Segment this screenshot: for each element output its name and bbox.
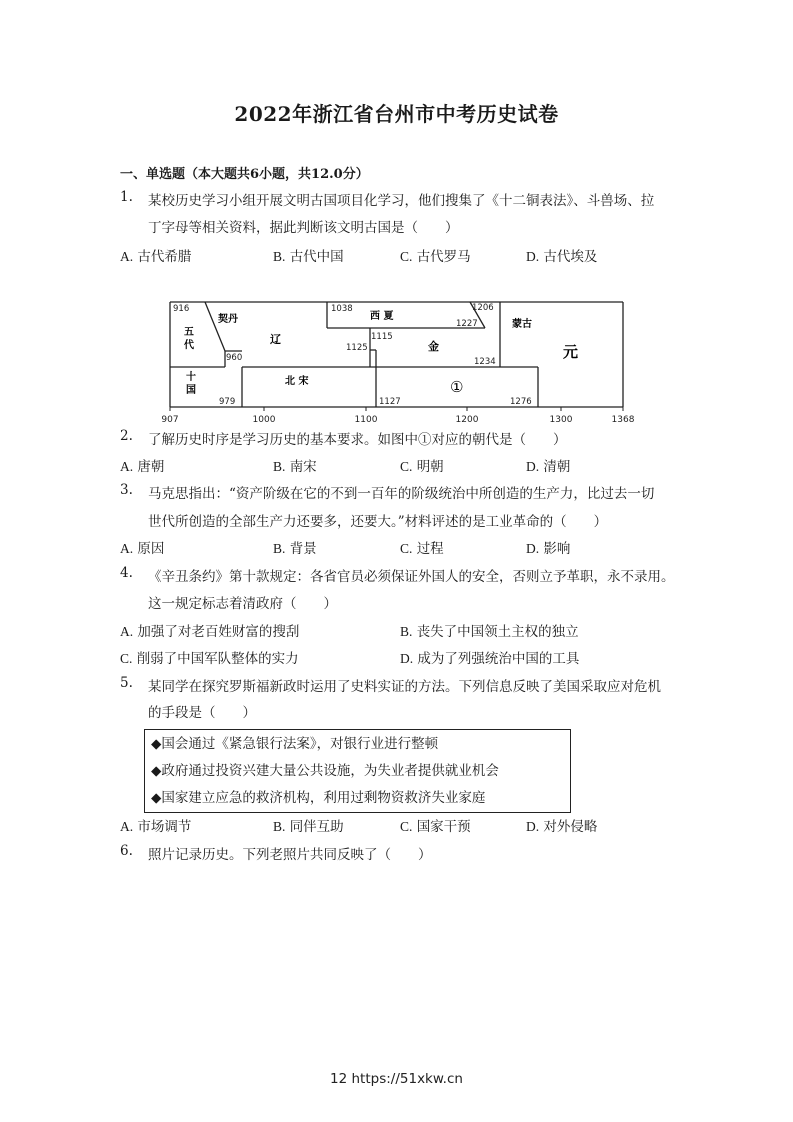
axis-tick-1300: 1300 (549, 415, 573, 425)
question-5-option-b: B. 同伴互助 (273, 819, 344, 835)
axis-tick-1200: 1200 (455, 415, 479, 425)
question-1-text-line-2: 丁字母等相关资料，据此判断该文明古国是（ ） (148, 220, 459, 236)
label-wudai: 五代 (184, 327, 194, 351)
year-979: 979 (219, 397, 236, 407)
question-2-option-a: A. 唐朝 (120, 459, 165, 475)
question-3-option-c: C. 过程 (400, 541, 444, 557)
question-4-number: 4. (120, 565, 133, 581)
year-1038: 1038 (331, 304, 353, 314)
year-1227: 1227 (456, 319, 478, 329)
question-1-number: 1. (120, 189, 133, 205)
question-6-text-line-1: 照片记录历史。下列老照片共同反映了（ ） (148, 847, 432, 863)
question-3-text-line-1: 马克思指出：“资产阶级在它的不到一百年的阶级统治中所创造的生产力，比过去一切 (148, 486, 655, 502)
year-1115: 1115 (371, 332, 393, 342)
question-2-option-d: D. 清朝 (526, 459, 571, 475)
question-1-text-line-1: 某校历史学习小组开展文明古国项目化学习，他们搜集了《十二铜表法》、斗兽场、拉 (148, 193, 655, 209)
question-2-option-c: C. 明朝 (400, 459, 444, 475)
axis-tick-1368: 1368 (611, 415, 635, 425)
question-1-option-a: A. 古代希腊 (120, 249, 192, 265)
source-item-1: ◆国会通过《紧急银行法案》，对银行业进行整顿 (151, 736, 439, 752)
label-xixia: 西 夏 (370, 311, 394, 322)
question-5-text-line-1: 某同学在探究罗斯福新政时运用了史料实证的方法。下列信息反映了美国采取应对危机 (148, 679, 661, 695)
source-item-3: ◆国家建立应急的救济机构，利用过剩物资救济失业家庭 (151, 790, 486, 806)
page-title: 2022年浙江省台州市中考历史试卷 (234, 102, 559, 126)
label-qidan: 契丹 (218, 314, 238, 325)
question-5-number: 5. (120, 675, 133, 691)
question-5-option-a: A. 市场调节 (120, 819, 192, 835)
question-4-option-a: A. 加强了对老百姓财富的搜刮 (120, 624, 300, 640)
question-2-number: 2. (120, 428, 133, 444)
question-5-text-line-2: 的手段是（ ） (148, 705, 256, 721)
question-5-option-d: D. 对外侵略 (526, 819, 598, 835)
question-5-source-box (144, 729, 571, 813)
axis-tick-1100: 1100 (354, 415, 378, 425)
question-6-number: 6. (120, 843, 133, 859)
question-2-option-b: B. 南宋 (273, 459, 317, 475)
source-item-2: ◆政府通过投资兴建大量公共设施，为失业者提供就业机会 (151, 763, 499, 779)
dynasty-timeline-diagram (160, 295, 635, 430)
page-footer: 12 https://51xkw.cn (330, 1071, 463, 1087)
label-beisong: 北 宋 (285, 376, 309, 387)
question-5-option-c: C. 国家干预 (400, 819, 471, 835)
question-3-number: 3. (120, 482, 133, 498)
question-4-option-d: D. 成为了列强统治中国的工具 (400, 651, 580, 667)
question-1-option-d: D. 古代埃及 (526, 249, 598, 265)
year-916: 916 (173, 304, 190, 314)
axis-tick-907: 907 (161, 415, 179, 425)
question-4-option-c: C. 削弱了中国军队整体的实力 (120, 651, 299, 667)
question-1-option-c: C. 古代罗马 (400, 249, 471, 265)
year-1206: 1206 (472, 303, 494, 313)
year-1125: 1125 (346, 343, 368, 353)
question-1-option-b: B. 古代中国 (273, 249, 344, 265)
axis-tick-1000: 1000 (252, 415, 276, 425)
question-4-text-line-1: 《辛丑条约》第十款规定：各省官员必须保证外国人的安全，否则立予革职，永不录用。 (148, 569, 675, 585)
label-marker-1: ① (450, 378, 464, 396)
label-jin: 金 (428, 340, 439, 353)
question-4-text-line-2: 这一规定标志着清政府（ ） (148, 596, 337, 612)
section-heading: 一、单选题（本大题共6小题，共12.0分） (120, 167, 369, 182)
label-liao: 辽 (270, 333, 281, 346)
year-1234: 1234 (474, 357, 496, 367)
label-shiguo: 十国 (186, 372, 196, 396)
question-2-text-line-1: 了解历史时序是学习历史的基本要求。如图中①对应的朝代是（ ） (148, 432, 567, 448)
question-3-option-b: B. 背景 (273, 541, 317, 557)
question-4-option-b: B. 丧失了中国领土主权的独立 (400, 624, 579, 640)
year-1127: 1127 (379, 397, 401, 407)
label-yuan: 元 (563, 343, 579, 361)
label-menggu: 蒙古 (512, 319, 532, 330)
year-1276: 1276 (510, 397, 532, 407)
question-3-option-d: D. 影响 (526, 541, 571, 557)
question-3-option-a: A. 原因 (120, 541, 165, 557)
question-3-text-line-2: 世代所创造的全部生产力还要多，还要大。”材料评述的是工业革命的（ ） (148, 514, 608, 530)
year-960: 960 (226, 353, 243, 363)
